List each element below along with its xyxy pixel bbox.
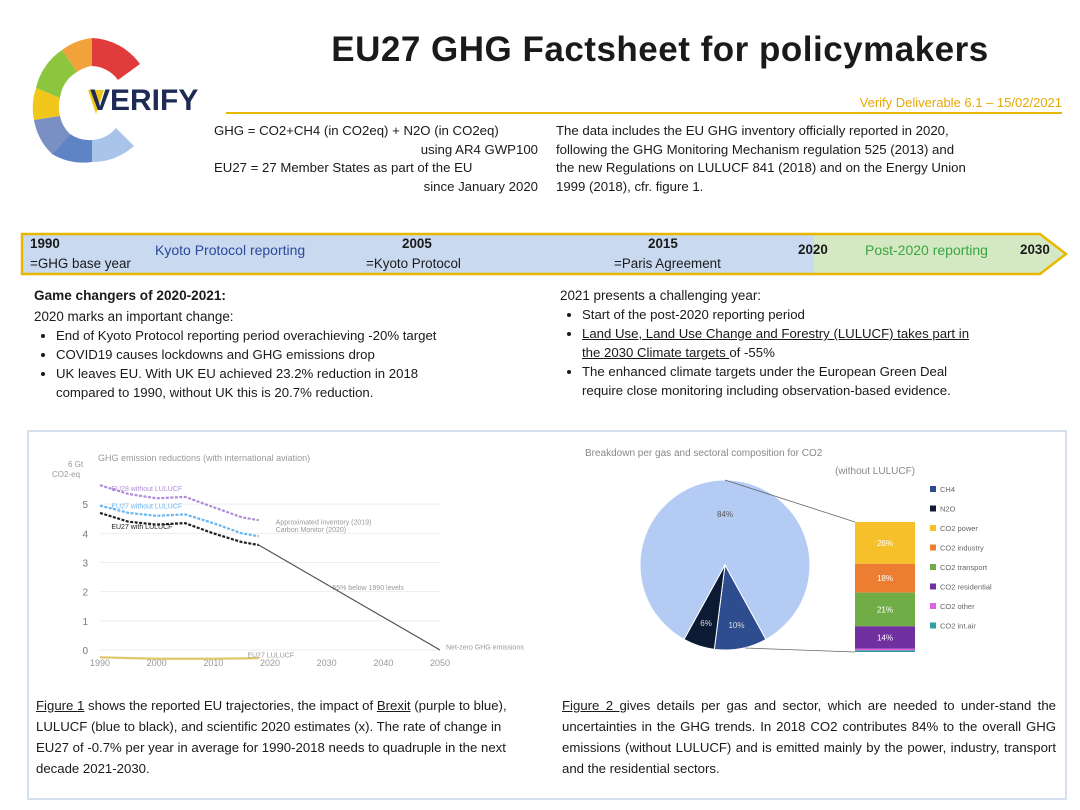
figure-2-ref: Figure 2 — [562, 698, 620, 713]
caption-text: gives details per gas and sector, which are needed to under-stand the uncertainties in the GHG trends. In 2018 CO2 contributes 84% to the overall GHG emissions (without LULUCF) and is emitted mainly by the power, industry, transport and the residential sectors. — [562, 698, 1057, 776]
def-line-3: EU27 = 27 Member States as part of the EU — [214, 160, 473, 175]
connector-line — [745, 648, 855, 652]
y-tick-label: 1 — [82, 616, 88, 628]
legend-label: CH4 — [940, 485, 956, 494]
timeline-2015-note: =Paris Agreement — [614, 256, 721, 271]
legend-swatch — [930, 486, 936, 492]
inv-line-4: 1999 (2018), cfr. figure 1. — [556, 178, 704, 194]
bullet-3-line-1: The enhanced climate targets under the European Green Deal — [582, 364, 948, 379]
ghg-definitions — [214, 122, 544, 196]
chart-annotation: Approximated inventory (2019) — [275, 519, 372, 527]
challenges-intro: 2021 presents a challenging year: — [560, 288, 761, 303]
bar-segment — [855, 649, 915, 651]
def-line-4: since January 2020 — [423, 178, 538, 194]
legend-swatch — [930, 525, 936, 531]
figure-1-ref: Figure 1 — [36, 698, 85, 713]
chart-annotation: Net-zero GHG emissions — [446, 644, 524, 652]
x-tick-label: 2000 — [146, 658, 167, 668]
y-tick-label: 4 — [82, 529, 88, 541]
chart-annotation: 55% below 1990 levels — [332, 585, 404, 593]
timeline-2015: 2015 — [648, 236, 678, 251]
def-line-2: using AR4 GWP100 — [420, 141, 538, 157]
bar-label: 26% — [876, 538, 894, 548]
challenges-2021 — [560, 288, 1060, 400]
series-label: EU27 with LULUCF — [111, 523, 173, 531]
legend-label: N2O — [940, 504, 956, 514]
y-tick-label: 2 — [82, 587, 88, 599]
inv-line-1: The data includes the EU GHG inventory officially reported in 2020, — [556, 123, 949, 138]
legend-swatch — [930, 584, 936, 590]
bar-label: 21% — [876, 605, 894, 615]
list-item: • COVID19 causes lockdowns and GHG emissions drop — [56, 345, 534, 364]
legend-swatch — [930, 545, 936, 551]
chart-annotation: Carbon Monitor (2020) — [275, 526, 347, 534]
chart-title: GHG emission reductions (with international aviation) — [98, 453, 311, 463]
chart-title: Breakdown per gas and sectoral composition for CO2 — [585, 448, 823, 459]
legend-label: CO2 residential — [940, 582, 992, 592]
legend-swatch — [930, 623, 936, 629]
legend-label: CO2 power — [940, 524, 978, 533]
game-changers-intro: 2020 marks an important change: — [34, 309, 234, 324]
y-tick-label: 5 — [82, 500, 88, 512]
title-underline — [226, 112, 1062, 114]
timeline-2030: 2030 — [1020, 242, 1050, 257]
climate-targets-text: the 2030 Climate targets — [582, 345, 730, 360]
challenges-list — [560, 305, 1060, 400]
bullet-3-line-2: require close monitoring including observation-based evidence. — [582, 383, 951, 398]
timeline-2005-note: =Kyoto Protocol — [366, 256, 461, 271]
figure-1-caption — [36, 695, 536, 779]
bar-label: 18% — [876, 574, 894, 584]
game-changers-list — [34, 326, 534, 402]
figure-2-caption — [562, 695, 1056, 779]
x-tick-label: 2040 — [373, 658, 394, 668]
logo-text: VERIFY — [90, 84, 199, 117]
list-item — [582, 324, 1060, 362]
verify-logo — [22, 28, 232, 178]
pie-label: 84% — [716, 510, 734, 519]
timeline-2005: 2005 — [402, 236, 432, 251]
figure-1-chart — [40, 445, 560, 675]
inv-line-2: following the GHG Monitoring Mechanism regulation 525 (2013) and — [556, 141, 955, 157]
x-tick-label: 2020 — [259, 658, 281, 668]
list-item — [56, 364, 534, 402]
legend-label: CO2 other — [940, 602, 975, 611]
inv-line-3: the new Regulations on LULUCF 841 (2018) and on the Energy Union — [556, 160, 966, 175]
y-tick-label: 0 — [82, 646, 88, 657]
legend-swatch — [930, 564, 936, 570]
x-tick-label: 2030 — [316, 658, 337, 668]
lulucf-in: in — [958, 326, 970, 341]
x-tick-label: 1990 — [89, 658, 111, 668]
legend-label: CO2 transport — [940, 563, 988, 572]
caption-text: (purple to blue), LULUCF (blue to black), and scientific 2020 estimates (x). The rate of change in EU27 of -0.7% per year in average for 1990-2018 needs to quadruple in the next decade 2021-2030. — [36, 698, 507, 776]
series-label: EU27 without LULUCF — [111, 503, 183, 511]
legend-label: CO2 industry — [940, 543, 984, 553]
chart-annotation: EU27 LULUCF — [247, 652, 295, 660]
figure-2-chart — [585, 440, 1055, 670]
timeline-1990: 1990 — [30, 236, 60, 251]
pie-label: 10% — [728, 621, 745, 631]
list-item — [582, 362, 1060, 400]
timeline-arrow — [20, 232, 1070, 276]
legend-swatch — [930, 506, 936, 512]
timeline-kyoto-label: Kyoto Protocol reporting — [155, 242, 306, 258]
legend-label: CO2 int.air — [940, 621, 976, 631]
pie-label: 6% — [700, 619, 712, 629]
x-tick-label: 2010 — [203, 658, 224, 668]
lulucf-text: Land Use, Land Use Change and Forestry (LULUCF) takes part — [582, 326, 959, 341]
deliverable-label: Verify Deliverable 6.1 – 15/02/2021 — [859, 95, 1062, 110]
game-changers-2020 — [34, 288, 534, 402]
series-label: EU28 without LULUCF — [111, 486, 183, 494]
def-line-1: GHG = CO2+CH4 (in CO2eq) + N2O (in CO2eq) — [214, 123, 499, 138]
brexit-word: Brexit — [376, 698, 411, 713]
timeline-2020: 2020 — [798, 242, 828, 257]
list-item: • Start of the post-2020 reporting period — [582, 305, 1060, 324]
timeline-1990-note: =GHG base year — [30, 256, 131, 271]
bullet-3-line-2: compared to 1990, without UK this is 20.7% reduction. — [56, 385, 374, 400]
bar-label: 14% — [876, 633, 894, 643]
y-tick-label: 3 — [82, 558, 88, 570]
page-title: EU27 GHG Factsheet for policymakers — [331, 30, 989, 69]
y-axis-label-1: 6 Gt — [68, 460, 84, 469]
x-tick-label: 2050 — [429, 658, 451, 668]
series-line — [259, 545, 440, 650]
climate-targets-value: of -55% — [729, 345, 775, 360]
series-line — [100, 657, 259, 658]
game-changers-heading: Game changers of 2020-2021: — [34, 288, 226, 303]
bar-segment — [855, 650, 915, 652]
inventory-note — [556, 122, 1056, 196]
timeline-post-label: Post-2020 reporting — [865, 242, 988, 258]
y-axis-label-2: CO2-eq — [52, 470, 81, 479]
legend-swatch — [930, 603, 936, 609]
chart-subtitle: (without LULUCF) — [835, 466, 916, 477]
bullet-3-line-1: UK leaves EU. With UK EU achieved 23.2% reduction in 2018 — [56, 366, 419, 381]
list-item: • End of Kyoto Protocol reporting period overachieving -20% target — [56, 326, 534, 345]
caption-text: shows the reported EU trajectories, the impact of — [84, 698, 377, 713]
